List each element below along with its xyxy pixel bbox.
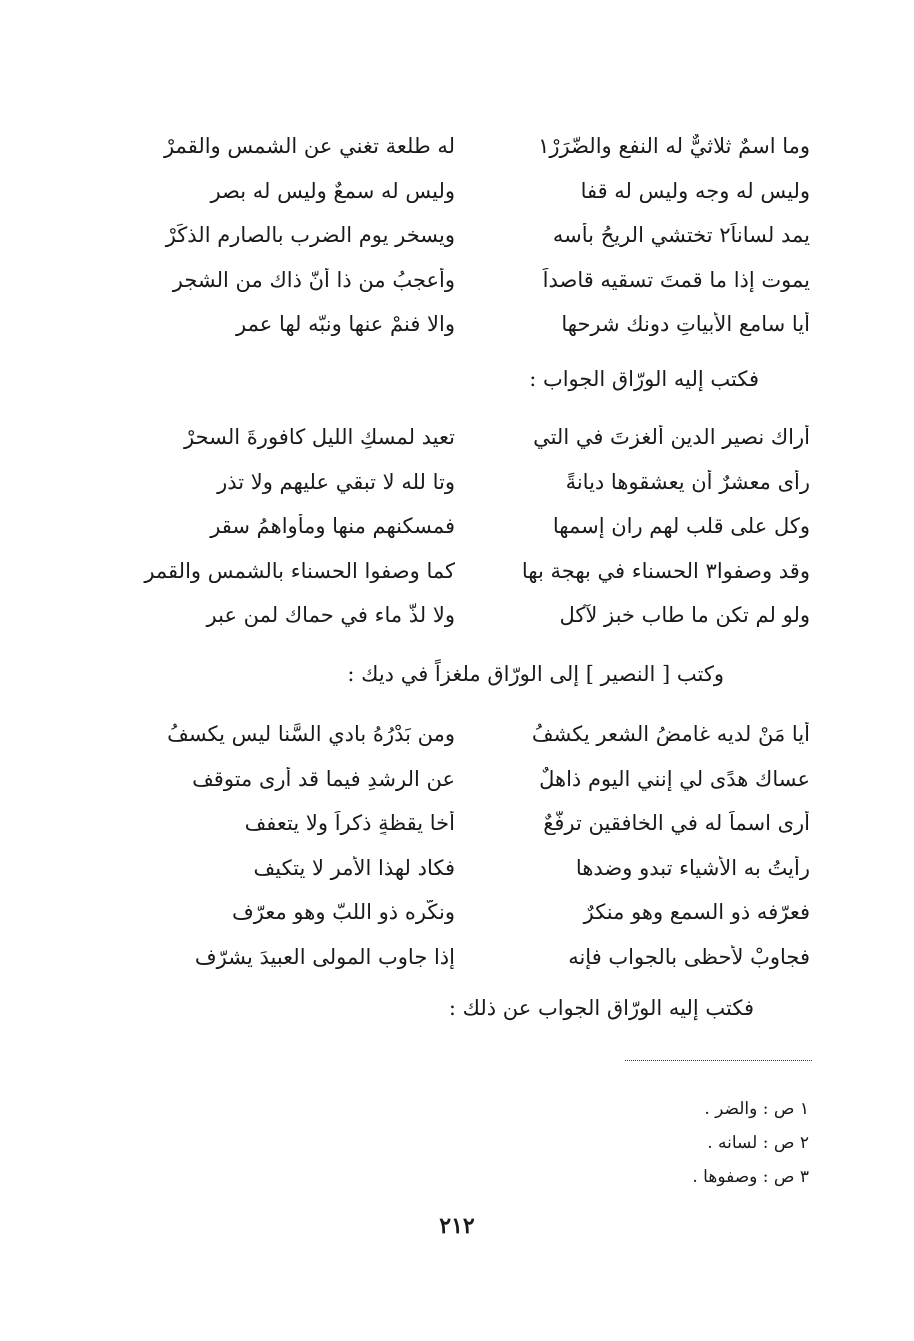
verse-line — [130, 504, 810, 549]
verse-first-hemistich: فعرّفه ذو السمع وهو منكرٌ — [583, 900, 810, 925]
verse-second-hemistich: فكاد لهذا الأمر لا يتكيف — [253, 855, 455, 880]
verse-second-hemistich: وتا لله لا تبقي عليهم ولا تذر — [217, 469, 455, 494]
verse-first-hemistich: ولو لم تكن ما طاب خبز لآكل — [559, 603, 810, 628]
verse-line — [130, 169, 810, 214]
verse-second-hemistich: له طلعة تغني عن الشمس والقمرْ — [163, 134, 455, 159]
prose-intro-2: فكتب إليه الورّاق الجواب : — [529, 367, 759, 391]
verse-line — [130, 757, 810, 802]
verse-second-hemistich: عن الرشدِ فيما قد أرى متوقف — [192, 766, 455, 791]
verse-second-hemistich: والا فنمْ عنها ونبّه لها عمر — [236, 312, 455, 337]
verse-second-hemistich: إذا جاوب المولى العبيدَ يشرّف — [194, 944, 455, 969]
verse-first-hemistich: وكل على قلب لهم ران إسمها — [552, 514, 810, 539]
prose-intro-3: وكتب [ النصير ] إلى الورّاق ملغزاً في ديك : — [347, 662, 724, 686]
verse-line — [130, 549, 810, 594]
verse-line — [130, 415, 810, 460]
verse-first-hemistich: رأى معشرٌ أن يعشقوها ديانةً — [565, 469, 810, 494]
poem-stanza-2 — [130, 415, 810, 638]
verse-line — [130, 124, 810, 169]
verse-first-hemistich: عساك هدًى لي إنني اليوم ذاهلٌ — [539, 766, 810, 791]
verse-second-hemistich: ويسخر يوم الضرب بالصارم الذكَرْ — [165, 223, 455, 248]
verse-second-hemistich: كما وصفوا الحسناء بالشمس والقمر — [144, 558, 455, 583]
prose-intro-4: فكتب إليه الورّاق الجواب عن ذلك : — [448, 996, 754, 1020]
verse-second-hemistich: وليس له سمعٌ وليس له بصر — [210, 178, 455, 203]
verse-first-hemistich: أراك نصير الدين ألغزتَ في التي — [533, 425, 810, 450]
footnote-2: ٢ ص : لسانه . — [707, 1133, 809, 1153]
verse-line — [130, 712, 810, 757]
verse-first-hemistich: وليس له وجه وليس له قفا — [580, 178, 810, 203]
verse-first-hemistich: رأيتُ به الأشياء تبدو وضدها — [575, 855, 810, 880]
page-number: ٢١٢ — [439, 1213, 475, 1239]
verse-line — [130, 890, 810, 935]
verse-first-hemistich: يمد لساناً٢ تختشي الريحُ بأسه — [552, 223, 810, 248]
verse-line — [130, 593, 810, 638]
poem-stanza-1 — [130, 124, 810, 347]
footnotes — [692, 1092, 809, 1194]
verse-second-hemistich: فمسكنهم منها ومأواهمُ سقر — [210, 514, 455, 539]
verse-line — [130, 801, 810, 846]
verse-first-hemistich: وما اسمٌ ثلاثيٌّ له النفع والضّرَرْ١ — [538, 134, 810, 159]
verse-first-hemistich: أيا مَنْ لديه غامضُ الشعر يكشفُ — [531, 722, 810, 747]
verse-first-hemistich: يموت إذا ما قمتَ تسقيه قاصداً — [542, 267, 810, 292]
verse-line — [130, 302, 810, 347]
verse-first-hemistich: وقد وصفوا٣ الحسناء في بهجة بها — [521, 558, 810, 583]
footnote-divider — [625, 1060, 812, 1061]
verse-second-hemistich: ومن بَدْرُهُ بادي السَّنا ليس يكسفُ — [167, 722, 455, 747]
verse-second-hemistich: ونكّره ذو اللبّ وهو معرّف — [232, 900, 455, 925]
verse-first-hemistich: أرى اسماً له في الخافقين ترفُّعٌ — [543, 811, 810, 836]
verse-first-hemistich: فجاوبْ لأحظى بالجواب فإنه — [568, 944, 810, 969]
footnote-1: ١ ص : والضر . — [704, 1099, 809, 1119]
verse-second-hemistich: ولا لذّ ماء في حماك لمن عبر — [206, 603, 455, 628]
footnote-3: ٣ ص : وصفوها . — [692, 1167, 809, 1187]
verse-second-hemistich: وأعجبُ من ذا أنّ ذاك من الشجر — [172, 267, 455, 292]
verse-line — [130, 935, 810, 980]
verse-first-hemistich: أيا سامع الأبياتِ دونك شرحها — [561, 312, 810, 337]
verse-line — [130, 460, 810, 505]
verse-second-hemistich: تعيد لمسكِ الليل كافورةَ السحرْ — [184, 425, 455, 450]
verse-second-hemistich: أخا يقظةٍ ذكراً ولا يتعفف — [244, 811, 455, 836]
poem-stanza-3 — [130, 712, 810, 979]
verse-line — [130, 213, 810, 258]
verse-line — [130, 258, 810, 303]
verse-line — [130, 846, 810, 891]
